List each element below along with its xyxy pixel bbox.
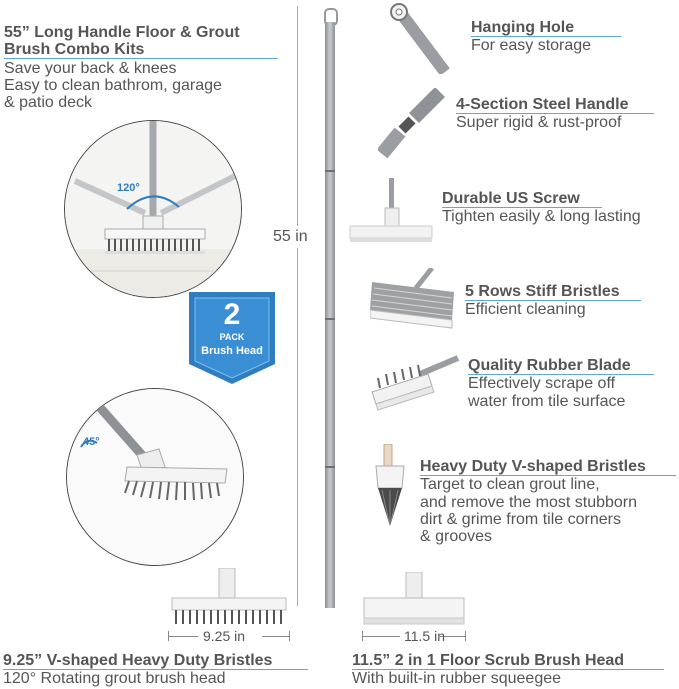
pack-count: 2 bbox=[223, 298, 241, 331]
grout-brush-head-photo bbox=[168, 568, 290, 630]
two-pack-badge bbox=[189, 292, 275, 384]
feature-desc-stiff-bristles: Efficient cleaning bbox=[465, 301, 586, 318]
steel-handle-photo bbox=[378, 88, 448, 160]
floor-scrub-head-photo bbox=[362, 572, 466, 628]
right-head-title: 11.5” 2 in 1 Floor Scrub Brush Head bbox=[352, 652, 625, 669]
angle-45-label: 45° bbox=[83, 436, 100, 448]
feature-desc-v-bristles-4: & grooves bbox=[420, 528, 493, 545]
feature-desc-steel-handle: Super rigid & rust-proof bbox=[456, 114, 622, 131]
feature-desc-rubber-blade-2: water from tile surface bbox=[468, 393, 626, 410]
feature-title-rubber-blade: Quality Rubber Blade bbox=[468, 357, 631, 374]
steel-handle bbox=[325, 22, 335, 608]
us-screw-photo bbox=[348, 178, 434, 250]
feature-title-stiff-bristles: 5 Rows Stiff Bristles bbox=[465, 283, 620, 300]
length-dimension-line bbox=[297, 6, 298, 606]
handle-joint-3 bbox=[325, 466, 335, 468]
left-width-line-b bbox=[262, 636, 290, 637]
pack-word: PACK bbox=[219, 332, 245, 342]
kit-desc-line2: Easy to clean bathrom, garage bbox=[4, 77, 222, 94]
feature-desc-v-bristles-1: Target to clean grout line, bbox=[420, 476, 600, 493]
left-head-desc: 120° Rotating grout brush head bbox=[3, 670, 226, 687]
rubber-blade-photo bbox=[370, 352, 460, 422]
left-head-title: 9.25” V-shaped Heavy Duty Bristles bbox=[3, 652, 273, 669]
handle-joint-1 bbox=[325, 170, 335, 172]
left-width-tick-b bbox=[289, 631, 290, 641]
feature-title-us-screw: Durable US Screw bbox=[442, 190, 580, 207]
angle-120-label: 120° bbox=[117, 182, 140, 194]
right-width-line-a bbox=[362, 636, 400, 637]
pack-label: Brush Head bbox=[201, 345, 263, 357]
feature-desc-hanging-hole: For easy storage bbox=[471, 37, 592, 54]
feature-desc-rubber-blade-1: Effectively scrape off bbox=[468, 375, 616, 392]
handle-length-label: 55 in bbox=[271, 226, 310, 248]
kit-title-line2: Brush Combo Kits bbox=[4, 41, 145, 58]
rotation-120-photo bbox=[64, 120, 242, 298]
left-width-tick-a bbox=[168, 631, 169, 641]
kit-desc-line1: Save your back & knees bbox=[4, 60, 177, 77]
left-width-line-a bbox=[168, 636, 198, 637]
feature-title-hanging-hole: Hanging Hole bbox=[471, 19, 575, 36]
kit-desc-line3: & patio deck bbox=[4, 94, 93, 111]
left-head-width: 9.25 in bbox=[203, 628, 246, 644]
rotation-45-photo bbox=[66, 388, 244, 566]
feature-desc-us-screw: Tighten easily & long lasting bbox=[442, 208, 641, 225]
right-head-desc: With built-in rubber squeegee bbox=[352, 670, 562, 687]
stiff-bristles-photo bbox=[370, 268, 456, 332]
kit-title-line1: 55” Long Handle Floor & Grout bbox=[4, 24, 240, 41]
feature-desc-v-bristles-2: and remove the most stubborn bbox=[420, 494, 638, 511]
title-underline bbox=[4, 58, 278, 59]
hanging-hole-photo bbox=[383, 2, 453, 74]
feature-title-v-bristles: Heavy Duty V-shaped Bristles bbox=[420, 458, 646, 475]
right-width-tick-b bbox=[465, 631, 466, 641]
right-head-width: 11.5 in bbox=[404, 628, 445, 644]
feature-title-steel-handle: 4-Section Steel Handle bbox=[456, 96, 629, 113]
v-bristles-photo bbox=[372, 444, 408, 530]
feature-desc-v-bristles-3: dirt & grime from tile corners bbox=[420, 511, 621, 528]
handle-joint-2 bbox=[325, 318, 335, 320]
right-width-tick-a bbox=[362, 631, 363, 641]
